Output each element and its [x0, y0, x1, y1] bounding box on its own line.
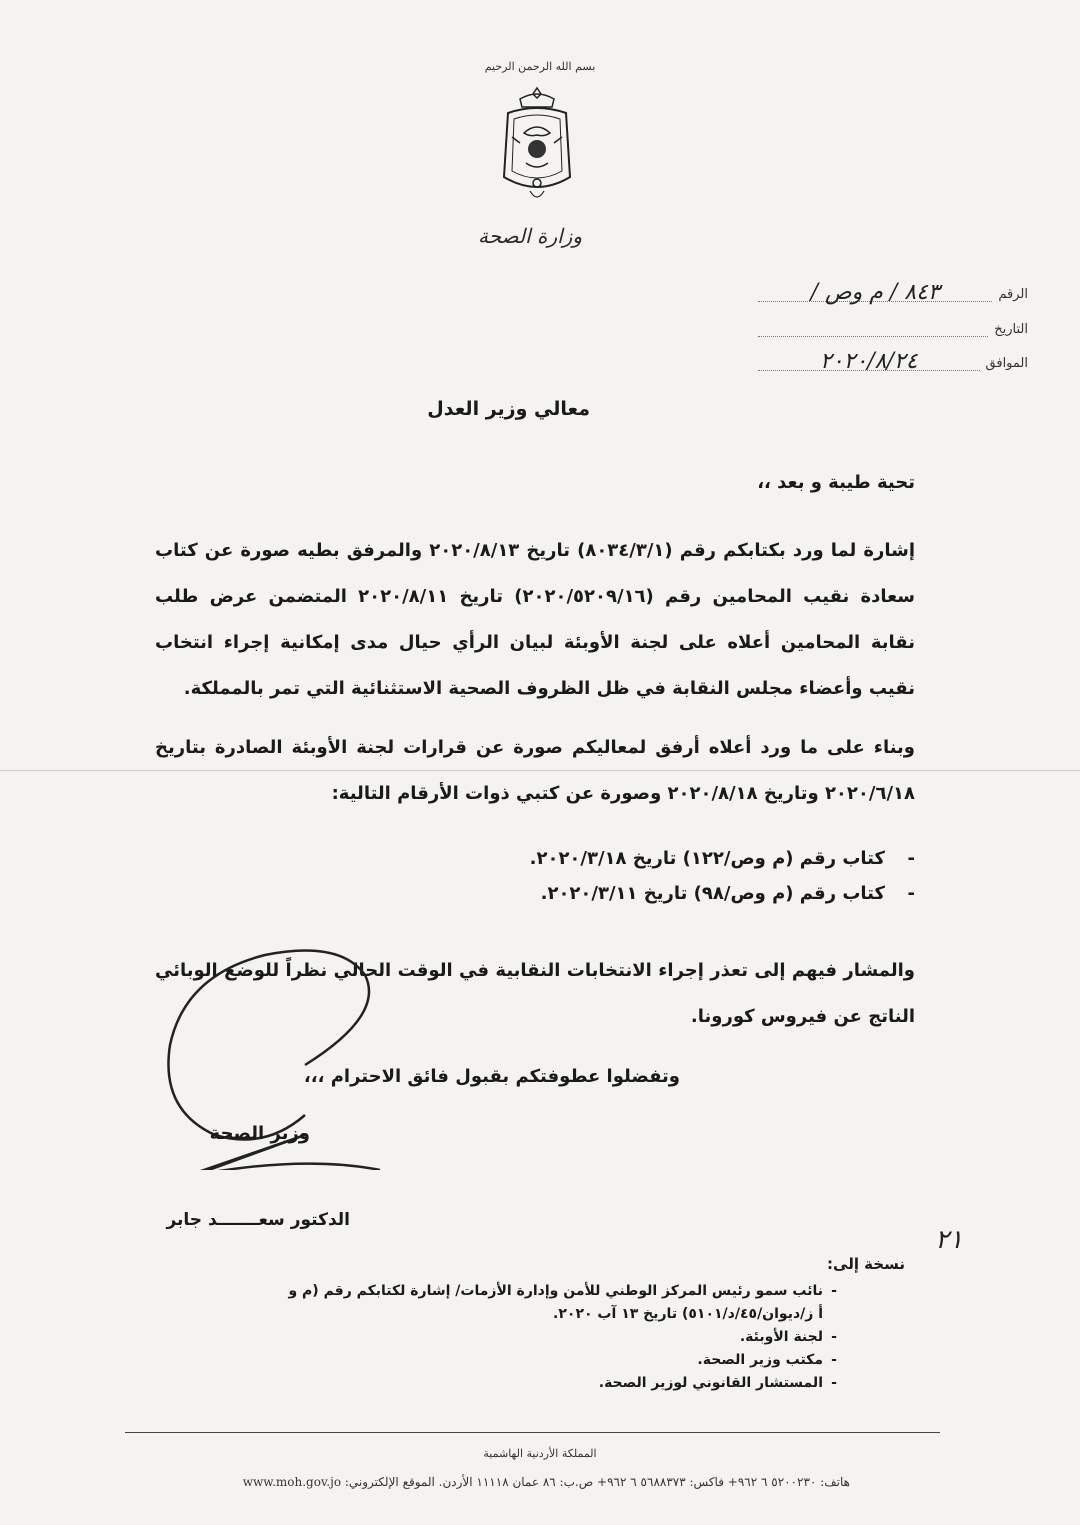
addressee: معالي وزير العدل — [427, 398, 590, 420]
reference-value: ٨٤٣ / م وص / — [810, 280, 940, 305]
signatory-name: الدكتور سعـــــــد جابر — [166, 1210, 350, 1230]
date-label: التاريخ — [994, 322, 1028, 337]
greeting: تحية طيبة و بعد ،، — [757, 472, 915, 493]
letters-list — [215, 848, 915, 918]
corresponding-date-row — [758, 349, 1028, 374]
list-item: - لجنة الأوبئة. — [739, 1329, 837, 1345]
closing: وتفضلوا عطوفتكم بقبول فائق الاحترام ،،، — [303, 1066, 680, 1087]
list-item: - مكتب وزير الصحة. — [697, 1352, 837, 1368]
copies-list — [285, 1280, 845, 1395]
signatory-title: وزير الصحة — [209, 1123, 310, 1144]
list-item: - كتاب رقم (م وص/١٢٢) تاريخ ٢٠٢٠/٣/١٨. — [529, 848, 915, 869]
reference-label: الرقم — [998, 287, 1028, 302]
paragraph-conclusion: والمشار فيهم إلى تعذر إجراء الانتخابات النقابية في الوقت الحالي نظراً للوضع الوبائي الناتج عن فيروس كورونا. — [155, 960, 915, 1027]
date-row — [758, 322, 1028, 337]
paragraph-attachments: وبناء على ما ورد أعلاه أرفق لمعاليكم صورة عن قرارات لجنة الأوبئة الصادرة بتاريخ ٢٠٢٠/٦/١٨ وتاريخ ٢٠٢٠/٨/١٨ وصورة عن كتبي ذوات الأرقام التالية: — [155, 737, 915, 804]
corresponding-label: الموافق — [985, 356, 1028, 371]
basmala: بسم الله الرحمن الرحيم — [484, 60, 596, 73]
list-item: - كتاب رقم (م وص/٩٨) تاريخ ٢٠٢٠/٣/١١. — [540, 883, 915, 904]
corresponding-value: ٢٠٢٠/٨/٢٤ — [819, 349, 918, 374]
ministry-name: وزارة الصحة — [478, 224, 582, 248]
paragraph-reference: إشارة لما ورد بكتابكم رقم (٨٠٣٤/٣/١) تاريخ ٢٠٢٠/٨/١٣ والمرفق بطيه صورة عن كتاب سعادة نقيب المحامين رقم (٢٠٢٠/٥٢٠٩/١٦) تاريخ ٢٠٢٠/٨/١١ المتضمن عرض طلب نقابة المحامين أعلاه على لجنة الأوبئة لبيان الرأي حيال مدى إمكانية إجراء انتخاب نقيب وأعضاء مجلس النقابة في ظل الظروف الصحية الاستثنائية التي تمر بالمملكة. — [155, 540, 916, 699]
copies-heading: نسخة إلى: — [827, 1255, 905, 1273]
reference-number-row — [758, 280, 1028, 305]
jordan-coat-of-arms-icon — [490, 85, 585, 210]
list-item: - نائب سمو رئيس المركز الوطني للأمن وإدارة الأزمات/ إشارة لكتابكم رقم (م و أ ز/ديوان/٤٥/د/٥١٠١) تاريخ ١٣ آب ٢٠٢٠. — [288, 1283, 837, 1322]
footer-divider — [125, 1432, 940, 1433]
footer-kingdom: المملكة الأردنية الهاشمية — [483, 1447, 597, 1460]
footer-contact: هاتف: ٥٢٠٠٢٣٠ ٦ ٩٦٢+ فاكس: ٥٦٨٨٣٧٣ ٦ ٩٦٢+ ص.ب: ٨٦ عمان ١١١١٨ الأردن. الموقع الإلكتروني: www.moh.gov.jo — [242, 1475, 850, 1489]
page-number: ٢١ — [935, 1225, 963, 1255]
list-item: - المستشار القانوني لوزير الصحة. — [598, 1375, 837, 1391]
